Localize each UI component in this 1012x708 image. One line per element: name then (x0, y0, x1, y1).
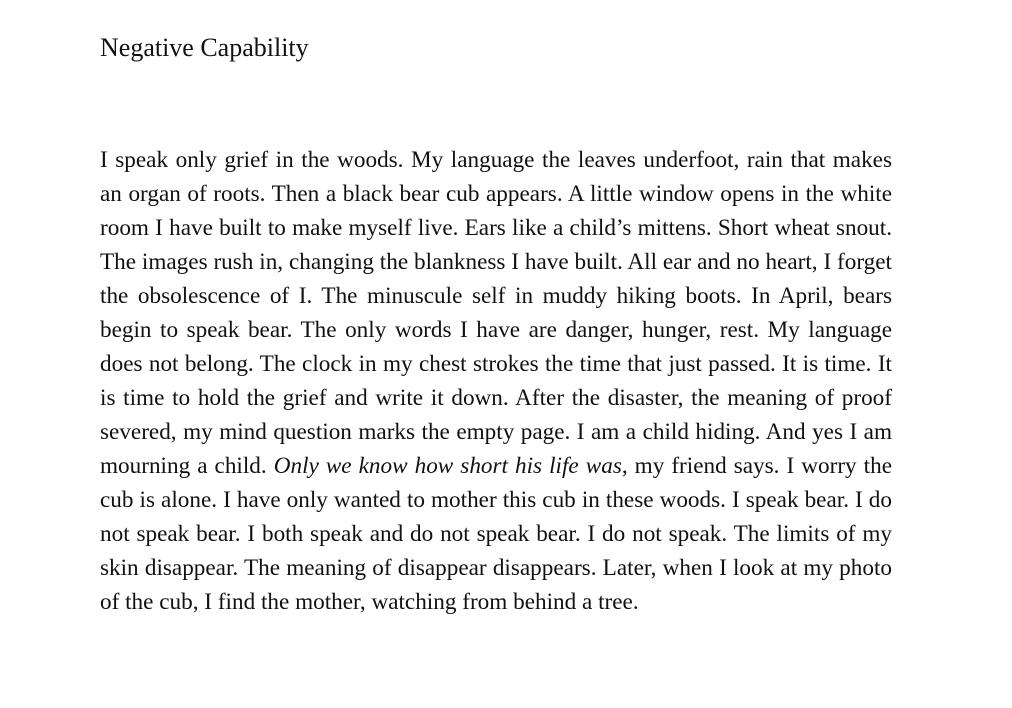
poem-italic-quote: Only we know how short his life was (273, 453, 622, 479)
poem-body (100, 143, 892, 619)
poem-title: Negative Capability (100, 33, 309, 62)
poem-text-before-italic: I speak only grief in the woods. My language the leaves underfoot, rain that makes an organ of roots. Then a black bear cub appears. A little window opens in the white room I have built to make myself live. Ears like a child’s mittens. Short wheat snout. The images rush in, changing the blankness I have built. All ear and no heart, I forget the obsolescence of I. The minuscule self in muddy hiking boots. In April, bears begin to speak bear. The only words I have are danger, hunger, rest. My language does not belong. The clock in my chest strokes the time that just passed. It is time. It is time to hold the grief and write it down. After the disaster, the meaning of proof severed, my mind question marks the empty page. I am a child hiding. And yes I am mourning a child. (100, 147, 892, 479)
poem-text-after-italic: , my friend says. I worry the cub is alone. I have only wanted to mother this cub in these woods. I speak bear. I do not speak bear. I both speak and do not speak bear. I do not speak. The limits of my skin disappear. The meaning of disappear disappears. Later, when I look at my photo of the cub, I find the mother, watching from behind a tree. (100, 453, 892, 615)
